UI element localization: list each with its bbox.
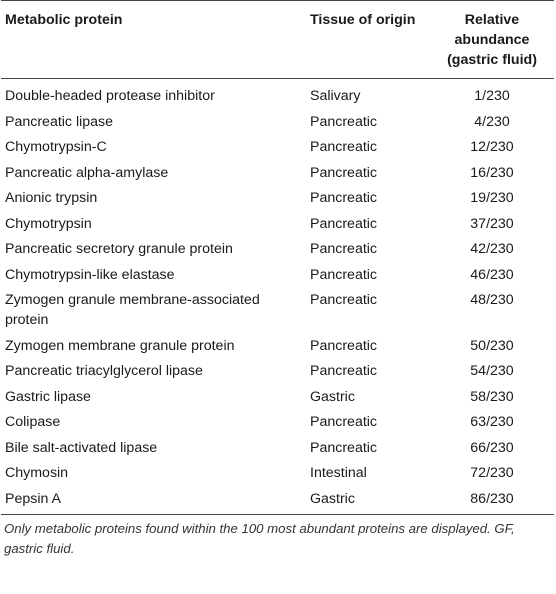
table-row (1, 356, 554, 382)
table-row (1, 132, 554, 158)
cell-relative-abundance: 72/230 (470, 465, 514, 481)
table-row (1, 381, 554, 407)
cell-metabolic-protein: Pancreatic triacylglycerol lipase (5, 363, 203, 379)
cell-relative-abundance: 48/230 (470, 292, 514, 308)
cell-metabolic-protein: Chymotrypsin (5, 215, 92, 232)
table-footnote: Only metabolic proteins found within the 100 most abundant proteins are displayed. GF, gastric fluid. (4, 520, 515, 556)
table-row (1, 259, 554, 285)
cell-relative-abundance: 66/230 (470, 439, 514, 456)
cell-tissue-of-origin: Pancreatic (310, 439, 378, 456)
cell-tissue-of-origin: Pancreatic (310, 266, 378, 283)
header-tissue-of-origin: Tissue of origin (306, 1, 430, 79)
cell-relative-abundance: 4/230 (474, 113, 510, 130)
header-relative-abundance: Relative abundance (gastric fluid) (430, 1, 554, 79)
cell-metabolic-protein: Anionic trypsin (5, 190, 98, 206)
table-row (1, 432, 554, 458)
table-row (1, 483, 554, 514)
cell-relative-abundance: 42/230 (470, 241, 514, 257)
cell-metabolic-protein: Chymotrypsin-like elastase (5, 266, 175, 283)
cell-metabolic-protein: Chymosin (5, 465, 69, 481)
cell-metabolic-protein: Zymogen membrane granule protein (5, 337, 235, 354)
cell-tissue-of-origin: Gastric (306, 483, 430, 514)
cell-tissue-of-origin: Pancreatic (310, 190, 378, 206)
cell-tissue-of-origin: Pancreatic (310, 215, 378, 232)
cell-tissue-of-origin: Salivary (310, 88, 361, 104)
header-row (1, 1, 554, 79)
cell-metabolic-protein: Pancreatic alpha-amylase (5, 164, 169, 181)
table-row (1, 234, 554, 260)
cell-metabolic-protein: Pepsin A (1, 483, 306, 514)
table-row (1, 330, 554, 356)
cell-tissue-of-origin: Pancreatic (310, 363, 378, 379)
cell-tissue-of-origin: Gastric (310, 388, 355, 405)
cell-metabolic-protein: Bile salt-activated lipase (5, 439, 158, 456)
table-row (1, 458, 554, 484)
cell-metabolic-protein: Double-headed protease inhibitor (5, 88, 215, 104)
cell-metabolic-protein: Chymotrypsin-C (5, 139, 107, 155)
cell-tissue-of-origin: Pancreatic (310, 241, 378, 257)
table-row (1, 157, 554, 183)
cell-tissue-of-origin: Pancreatic (310, 414, 378, 430)
metabolic-protein-table (1, 0, 554, 515)
cell-relative-abundance: 58/230 (470, 388, 514, 405)
table-row (1, 208, 554, 234)
cell-relative-abundance: 63/230 (470, 414, 514, 430)
table-header (1, 1, 554, 79)
cell-relative-abundance: 37/230 (470, 215, 514, 232)
cell-metabolic-protein: Gastric lipase (5, 388, 91, 405)
cell-metabolic-protein: Zymogen granule membrane-associated protein (5, 292, 260, 328)
cell-relative-abundance: 19/230 (470, 190, 514, 206)
cell-metabolic-protein: Pancreatic lipase (5, 113, 114, 130)
cell-relative-abundance: 46/230 (470, 266, 514, 283)
cell-metabolic-protein: Pancreatic secretory granule protein (5, 241, 233, 257)
table-body (1, 79, 554, 515)
cell-metabolic-protein: Colipase (5, 414, 61, 430)
cell-relative-abundance: 50/230 (470, 337, 514, 354)
cell-tissue-of-origin: Pancreatic (310, 164, 378, 181)
cell-tissue-of-origin: Pancreatic (310, 139, 378, 155)
cell-relative-abundance: 86/230 (430, 483, 554, 514)
cell-tissue-of-origin: Intestinal (310, 465, 367, 481)
cell-tissue-of-origin: Pancreatic (310, 337, 378, 354)
cell-relative-abundance: 12/230 (470, 139, 514, 155)
cell-relative-abundance: 54/230 (470, 363, 514, 379)
cell-tissue-of-origin: Pancreatic (310, 292, 378, 308)
table-row (1, 79, 554, 107)
table-row (1, 106, 554, 132)
table-row (1, 407, 554, 433)
table-row (1, 183, 554, 209)
cell-relative-abundance: 1/230 (474, 88, 510, 104)
header-metabolic-protein: Metabolic protein (1, 1, 306, 79)
cell-relative-abundance: 16/230 (470, 164, 514, 181)
table-row (1, 285, 554, 331)
cell-tissue-of-origin: Pancreatic (310, 113, 378, 130)
